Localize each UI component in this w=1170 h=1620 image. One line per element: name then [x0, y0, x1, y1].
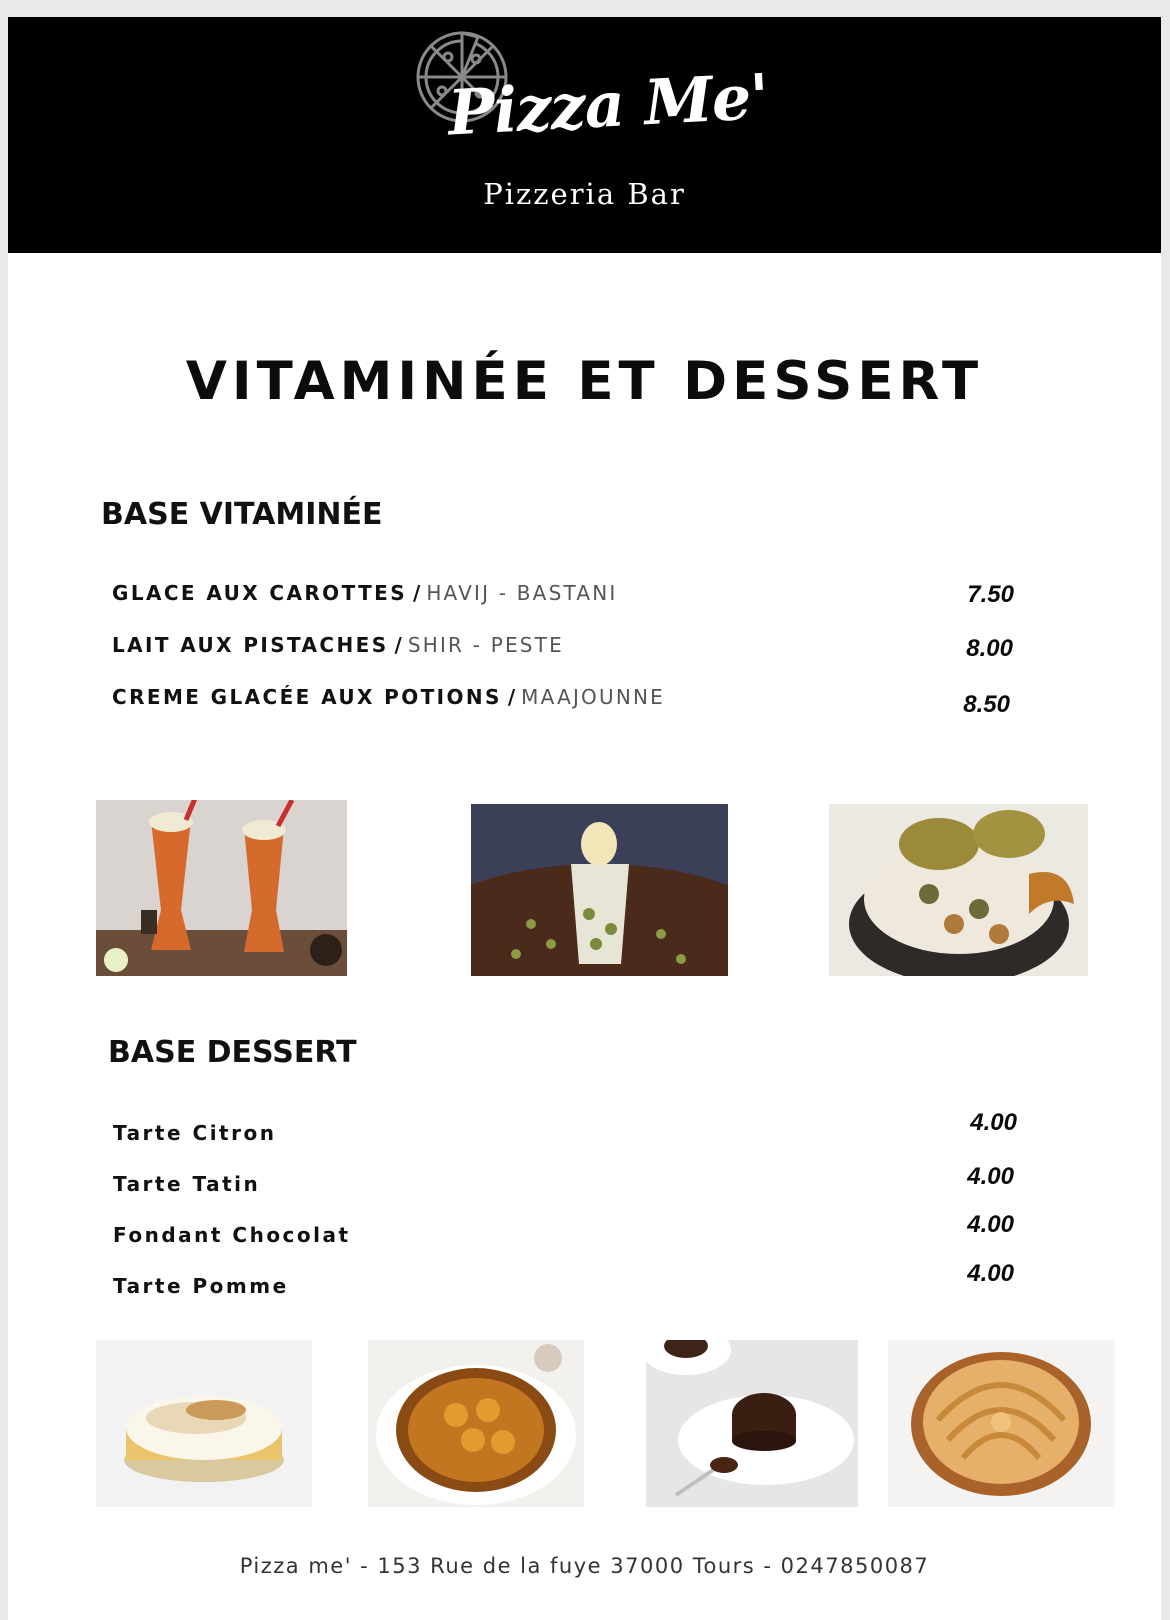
item-price: 4.00 — [967, 1163, 1014, 1190]
section-title-dessert: BASE DESSERT — [108, 1035, 357, 1070]
item-price: 8.50 — [963, 691, 1010, 718]
pistachio-milk-photo — [471, 804, 728, 976]
item-separator: / — [394, 633, 402, 657]
item-separator: / — [507, 685, 516, 709]
tagline: Pizzeria Bar — [483, 177, 686, 211]
item-alt-name: HAVIJ - BASTANI — [426, 581, 618, 605]
footer-address: Pizza me' - 153 Rue de la fuye 37000 Tours - 0247850087 — [239, 1554, 930, 1578]
item-separator: / — [413, 581, 421, 605]
dessert-item-name: Tarte Citron — [113, 1121, 277, 1145]
dessert-item-name: Tarte Pomme — [113, 1274, 289, 1298]
dessert-item-name: Fondant Chocolat — [113, 1223, 351, 1247]
fondant-chocolat-photo — [646, 1340, 858, 1507]
tarte-citron-photo — [96, 1340, 312, 1507]
logo-text: Pizza Me' — [446, 59, 771, 150]
item-alt-name: MAAJOUNNE — [521, 685, 665, 709]
page-title: VITAMINÉE ET DESSERT — [185, 351, 984, 412]
ice-cream-potions-photo — [829, 804, 1088, 976]
tarte-tatin-photo — [368, 1340, 584, 1507]
tarte-pomme-photo — [888, 1340, 1115, 1507]
item-name: CREME GLACÉE AUX POTIONS — [112, 685, 502, 709]
carrot-ice-cream-photo — [96, 800, 347, 976]
item-price: 4.00 — [967, 1211, 1014, 1238]
menu-item — [112, 685, 665, 709]
dessert-item-name: Tarte Tatin — [113, 1172, 261, 1196]
item-name: LAIT AUX PISTACHES — [112, 633, 389, 657]
item-name: GLACE AUX CAROTTES — [112, 581, 407, 605]
item-price: 4.00 — [970, 1109, 1017, 1136]
menu-item — [112, 633, 564, 657]
item-price: 4.00 — [967, 1260, 1014, 1287]
header-banner — [8, 17, 1161, 253]
menu-page — [8, 17, 1161, 1620]
item-price: 8.00 — [966, 635, 1013, 662]
item-alt-name: SHIR - PESTE — [407, 633, 564, 657]
section-title-vitaminee: BASE VITAMINÉE — [101, 497, 383, 532]
menu-item — [112, 581, 617, 605]
item-price: 7.50 — [967, 581, 1014, 608]
